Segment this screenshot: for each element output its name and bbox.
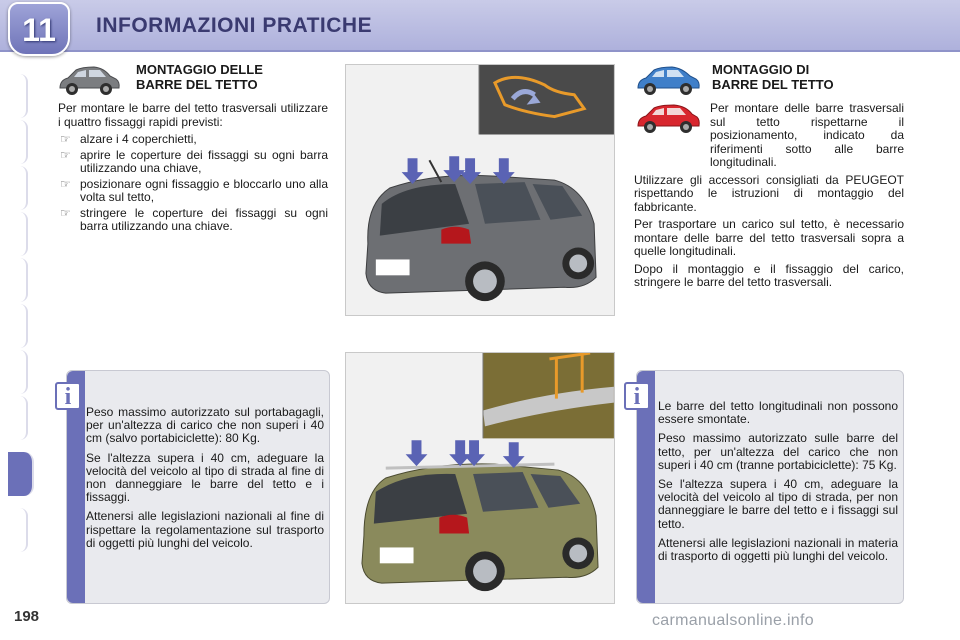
page-number: 198 (14, 608, 40, 625)
left-body (58, 102, 328, 234)
grey-car-icon (56, 64, 122, 98)
left-title-line2: BARRE DEL TETTO (136, 77, 258, 92)
info-left-paragraph: Se l'altezza supera i 40 cm, adeguare la velocità del veicolo al tipo di strada al fine di non danneggiare le barre del tetto e i fissaggi. (86, 450, 324, 505)
left-intro: Per montare le barre del tetto trasversali utilizzare i quattro fissaggi rapidi previsti: (58, 101, 328, 129)
left-step: aprire le coperture dei fissaggi su ogni barra utilizzando una chiave, (80, 147, 328, 175)
right-title-line2: BARRE DEL TETTO (712, 77, 834, 92)
side-tab-active[interactable] (8, 452, 34, 496)
info-icon: i (624, 382, 650, 410)
chapter-number-tab: 11 (8, 2, 70, 56)
info-right-paragraph: Attenersi alle legislazioni nazionali in materia di trasporto di oggetti più lunghi del veicolo. (658, 535, 898, 564)
estate-roof-rails-illustration (345, 352, 615, 604)
side-tab[interactable] (8, 508, 28, 552)
blue-car-icon (634, 64, 702, 98)
hand-pointer-icon: ☞ (60, 205, 71, 220)
side-tab[interactable] (8, 166, 28, 210)
right-section-title (712, 62, 834, 92)
right-paragraph: Dopo il montaggio e il fissaggio del carico, stringere le barre del tetto trasversali. (634, 261, 904, 289)
side-tab[interactable] (8, 350, 28, 394)
info-left-paragraph: Peso massimo autorizzato sul portabagagli, per un'altezza di carico che non superi i 40 cm (salvo portabiciclette): 80 Kg. (86, 405, 324, 446)
side-tab[interactable] (8, 74, 28, 118)
right-paragraph: Per trasportare un carico sul tetto, è necessario montare delle barre del tetto trasversali sopra a quelle longitudinali. (634, 217, 904, 258)
info-right-paragraph: Se l'altezza supera i 40 cm, adeguare la velocità del veicolo al tipo di strada, per non danneggiare le barre del tetto e i fissaggi sul tetto. (658, 477, 898, 531)
hand-pointer-icon: ☞ (60, 147, 71, 162)
left-section-title (136, 62, 263, 92)
hatchback-roof-illustration (345, 64, 615, 316)
right-paragraph: Per montare delle barre trasversali sul tetto rispettarne il posizionamento, indicato da riferimenti sotto alle barre longitudinali. (710, 101, 904, 169)
right-paragraph: Utilizzare gli accessori consigliati da PEUGEOT rispettando le istruzioni di montaggio del fabbricante. (634, 172, 904, 214)
side-tab[interactable] (8, 304, 28, 348)
right-body (634, 102, 904, 290)
left-step: posizionare ogni fissaggio e bloccarlo uno alla volta sul tetto, (80, 176, 328, 204)
hand-pointer-icon: ☞ (60, 132, 71, 146)
left-step: stringere le coperture dei fissaggi su ogni barra utilizzando una chiave. (80, 205, 328, 233)
side-tab[interactable] (8, 212, 28, 256)
left-title-line1: MONTAGGIO DELLE (136, 62, 263, 77)
info-left-text (86, 406, 324, 556)
right-title-line1: MONTAGGIO DI (712, 62, 810, 77)
side-tab[interactable] (8, 258, 28, 302)
left-step: alzare i 4 coperchietti, (80, 132, 197, 146)
info-left-paragraph: Attenersi alle legislazioni nazionali al fine di rispettare la regolamentazione sul trasporto di oggetti più lunghi del veicolo. (86, 509, 324, 550)
watermark: carmanualsonline.info (652, 612, 814, 629)
hand-pointer-icon: ☞ (60, 176, 71, 191)
info-icon: i (55, 382, 81, 410)
side-tab[interactable] (8, 120, 28, 164)
info-right-text (658, 400, 898, 569)
side-tab[interactable] (8, 396, 28, 440)
info-right-paragraph: Peso massimo autorizzato sulle barre del tetto, per un'altezza del carico che non superi i 40 cm (tranne portabiciclette): 75 Kg. (658, 431, 898, 472)
header-bar (0, 0, 960, 52)
info-right-paragraph: Le barre del tetto longitudinali non possono essere smontate. (658, 399, 898, 427)
page-title: INFORMAZIONI PRATICHE (96, 14, 373, 37)
side-chapter-tabs (0, 60, 34, 580)
